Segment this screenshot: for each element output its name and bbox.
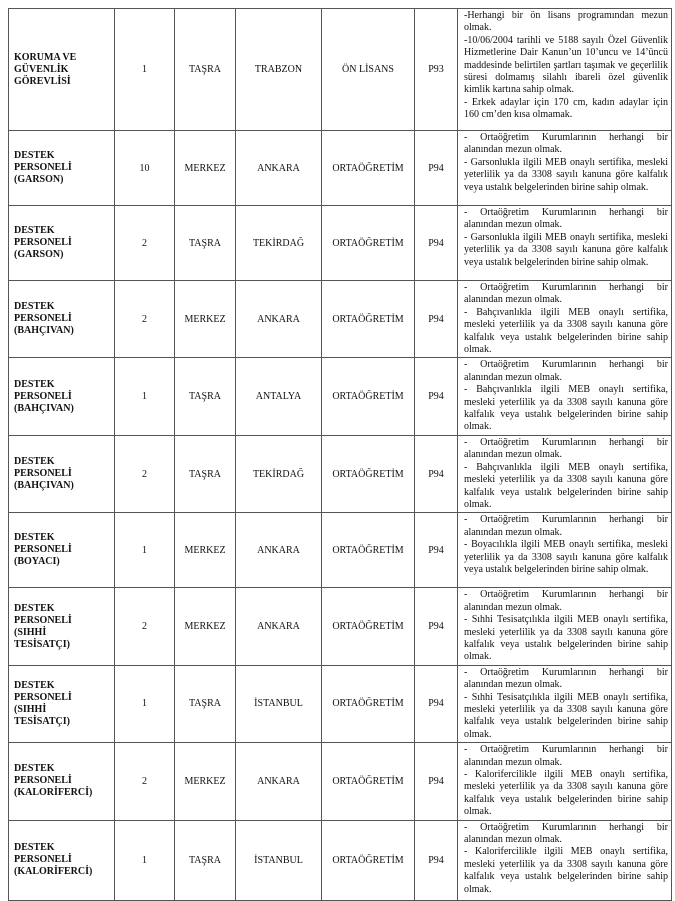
requirements-cell bbox=[458, 665, 672, 742]
education-cell: ORTAÖĞRETİM bbox=[322, 131, 415, 206]
table-row bbox=[9, 435, 672, 512]
position-title-cell bbox=[9, 131, 115, 206]
location-cell: TAŞRA bbox=[175, 9, 236, 131]
position-code-cell: P94 bbox=[415, 665, 458, 742]
position-code-cell: P94 bbox=[415, 820, 458, 900]
requirement-item: - Ortaöğretim Kurumlarının herhangi bir alanından mezun olmak. bbox=[464, 359, 668, 383]
position-title-line: (GARSON) bbox=[14, 249, 64, 260]
location-cell: TAŞRA bbox=[175, 358, 236, 435]
position-count-cell: 1 bbox=[115, 513, 175, 588]
education-cell: ORTAÖĞRETİM bbox=[322, 665, 415, 742]
education-cell: ORTAÖĞRETİM bbox=[322, 206, 415, 281]
position-code-cell: P94 bbox=[415, 513, 458, 588]
city-cell: İSTANBUL bbox=[236, 665, 322, 742]
requirements-cell bbox=[458, 9, 672, 131]
position-title-line: PERSONELİ bbox=[14, 614, 72, 626]
position-count-cell: 1 bbox=[115, 358, 175, 435]
position-code-cell: P93 bbox=[415, 9, 458, 131]
table-row bbox=[9, 665, 672, 742]
location-cell: MERKEZ bbox=[175, 588, 236, 665]
position-title-line: PERSONELİ bbox=[14, 390, 72, 402]
table-row bbox=[9, 820, 672, 900]
table-row bbox=[9, 588, 672, 665]
requirement-item: - Bahçıvanlıkla ilgili MEB onaylı sertifika, mesleki yeterlilik ya da 3308 sayılı kanuna göre kalfalık veya ustalık belgelerinden birine sahip olmak. bbox=[464, 461, 668, 510]
table-row bbox=[9, 513, 672, 588]
requirement-item: - Sıhhi Tesisatçılıkla ilgili MEB onaylı sertifika, mesleki yeterlilik ya da 3308 sayılı kanuna göre kalfalık veya ustalık belgelerinden birine sahip olmak. bbox=[464, 614, 668, 663]
position-title-line: DESTEK bbox=[14, 679, 55, 691]
location-cell: TAŞRA bbox=[175, 435, 236, 512]
requirement-item: - Ortaöğretim Kurumlarının herhangi bir alanından mezun olmak. bbox=[464, 207, 668, 231]
requirement-item: - Kalorifercilikle ilgili MEB onaylı sertifika, mesleki yeterlilik ya da 3308 sayılı kanuna göre kalfalık veya ustalık belgelerinden birine sahip olmak. bbox=[464, 769, 668, 818]
position-title-line: (GARSON) bbox=[14, 174, 64, 185]
position-title-cell bbox=[9, 513, 115, 588]
requirement-item: - Garsonlukla ilgili MEB onaylı sertifika, mesleki yeterlilik ya da 3308 sayılı kanuna göre kalfalık veya ustalık belgelerinden birine sahip olmak. bbox=[464, 156, 668, 193]
position-title-line: DESTEK bbox=[14, 842, 55, 854]
position-count-cell: 2 bbox=[115, 588, 175, 665]
position-count-cell: 2 bbox=[115, 206, 175, 281]
city-cell: TEKİRDAĞ bbox=[236, 435, 322, 512]
requirements-cell bbox=[458, 206, 672, 281]
location-cell: TAŞRA bbox=[175, 206, 236, 281]
position-code-cell: P94 bbox=[415, 206, 458, 281]
requirements-cell bbox=[458, 588, 672, 665]
table-row bbox=[9, 131, 672, 206]
position-count-cell: 2 bbox=[115, 435, 175, 512]
positions-table-body bbox=[9, 9, 672, 901]
position-title-cell bbox=[9, 588, 115, 665]
position-title-line: PERSONELİ bbox=[14, 854, 72, 866]
requirements-cell bbox=[458, 131, 672, 206]
position-title-line: DESTEK bbox=[14, 301, 55, 313]
requirements-cell bbox=[458, 435, 672, 512]
requirements-cell bbox=[458, 358, 672, 435]
position-title-line: PERSONELİ bbox=[14, 775, 72, 787]
city-cell: TEKİRDAĞ bbox=[236, 206, 322, 281]
position-title-line: (SIHHİ bbox=[14, 626, 47, 638]
position-title-line: DESTEK bbox=[14, 225, 55, 236]
position-title-cell bbox=[9, 9, 115, 131]
position-title-cell bbox=[9, 665, 115, 742]
table-row bbox=[9, 281, 672, 358]
position-code-cell: P94 bbox=[415, 281, 458, 358]
table-row bbox=[9, 9, 672, 131]
location-cell: MERKEZ bbox=[175, 513, 236, 588]
requirement-item: - Ortaöğretim Kurumlarının herhangi bir alanından mezun olmak. bbox=[464, 132, 668, 156]
requirement-item: - Ortaöğretim Kurumlarının herhangi bir alanından mezun olmak. bbox=[464, 514, 668, 538]
position-title-line: GÜVENLİK bbox=[14, 63, 69, 75]
position-code-cell: P94 bbox=[415, 588, 458, 665]
city-cell: ANTALYA bbox=[236, 358, 322, 435]
position-code-cell: P94 bbox=[415, 435, 458, 512]
position-title-cell bbox=[9, 358, 115, 435]
table-row bbox=[9, 206, 672, 281]
location-cell: TAŞRA bbox=[175, 665, 236, 742]
location-cell: MERKEZ bbox=[175, 131, 236, 206]
requirement-item: - Kalorifercilikle ilgili MEB onaylı sertifika, mesleki yeterlilik ya da 3308 sayılı kanuna göre kalfalık veya ustalık belgelerinden birine sahip olmak. bbox=[464, 846, 668, 895]
position-title-line: DESTEK bbox=[14, 150, 55, 161]
position-count-cell: 10 bbox=[115, 131, 175, 206]
requirement-item: - Bahçıvanlıkla ilgili MEB onaylı sertifika, mesleki yeterlilik ya da 3308 sayılı kanuna göre kalfalık veya ustalık belgelerinden birine sahip olmak. bbox=[464, 384, 668, 433]
position-title-line: (KALORİFERCİ) bbox=[14, 787, 93, 799]
table-row bbox=[9, 743, 672, 820]
position-title-line: (BAHÇIVAN) bbox=[14, 402, 74, 414]
position-code-cell: P94 bbox=[415, 743, 458, 820]
position-title-line: (KALORİFERCİ) bbox=[14, 866, 93, 878]
requirements-cell bbox=[458, 281, 672, 358]
education-cell: ÖN LİSANS bbox=[322, 9, 415, 131]
city-cell: ANKARA bbox=[236, 588, 322, 665]
education-cell: ORTAÖĞRETİM bbox=[322, 588, 415, 665]
table-row bbox=[9, 358, 672, 435]
position-title-line: (BAHÇIVAN) bbox=[14, 480, 74, 492]
position-count-cell: 2 bbox=[115, 743, 175, 820]
position-title-line: PERSONELİ bbox=[14, 162, 72, 173]
position-title-line: (SIHHİ bbox=[14, 703, 47, 715]
position-code-cell: P94 bbox=[415, 358, 458, 435]
position-title-line: GÖREVLİSİ bbox=[14, 75, 71, 87]
requirements-cell bbox=[458, 820, 672, 900]
requirement-item: - Ortaöğretim Kurumlarının herhangi bir alanından mezun olmak. bbox=[464, 821, 668, 846]
requirement-item: - Erkek adaylar için 170 cm, kadın adaylar için 160 cm’den kısa olmamak. bbox=[464, 96, 668, 121]
requirement-item: - Ortaöğretim Kurumlarının herhangi bir alanından mezun olmak. bbox=[464, 282, 668, 306]
position-title-line: PERSONELİ bbox=[14, 544, 72, 556]
education-cell: ORTAÖĞRETİM bbox=[322, 358, 415, 435]
position-title-line: DESTEK bbox=[14, 378, 55, 390]
position-title-line: DESTEK bbox=[14, 456, 55, 468]
requirement-item: -10/06/2004 tarihli ve 5188 sayılı Özel Güvenlik Hizmetlerine Dair Kanun’un 10’uncu ve 14’üncü maddesinde belirtilen şartları taşımak ve geçerlilik süresi dolmamış silahlı ibareli özel güvenlik kimlik kartına sahip olmak. bbox=[464, 34, 668, 96]
position-title-line: PERSONELİ bbox=[14, 313, 72, 325]
position-count-cell: 1 bbox=[115, 9, 175, 131]
position-title-line: PERSONELİ bbox=[14, 237, 72, 248]
requirement-item: -Herhangi bir ön lisans programından mezun olmak. bbox=[464, 10, 668, 34]
education-cell: ORTAÖĞRETİM bbox=[322, 820, 415, 900]
education-cell: ORTAÖĞRETİM bbox=[322, 281, 415, 358]
position-count-cell: 1 bbox=[115, 820, 175, 900]
city-cell: TRABZON bbox=[236, 9, 322, 131]
location-cell: MERKEZ bbox=[175, 281, 236, 358]
location-cell: MERKEZ bbox=[175, 743, 236, 820]
position-title-line: (BOYACI) bbox=[14, 556, 60, 568]
position-count-cell: 1 bbox=[115, 665, 175, 742]
position-title-cell bbox=[9, 435, 115, 512]
position-title-cell bbox=[9, 743, 115, 820]
requirement-item: - Ortaöğretim Kurumlarının herhangi bir alanından mezun olmak. bbox=[464, 436, 668, 461]
location-cell: TAŞRA bbox=[175, 820, 236, 900]
position-code-cell: P94 bbox=[415, 131, 458, 206]
requirement-item: - Bahçıvanlıkla ilgili MEB onaylı sertifika, mesleki yeterlilik ya da 3308 sayılı kanuna göre kalfalık veya ustalık belgelerinden birine sahip olmak. bbox=[464, 306, 668, 356]
position-title-line: (BAHÇIVAN) bbox=[14, 325, 74, 337]
city-cell: İSTANBUL bbox=[236, 820, 322, 900]
city-cell: ANKARA bbox=[236, 513, 322, 588]
positions-table bbox=[8, 8, 672, 901]
education-cell: ORTAÖĞRETİM bbox=[322, 743, 415, 820]
position-title-line: TESİSATÇI) bbox=[14, 715, 70, 727]
requirement-item: - Ortaöğretim Kurumlarının herhangi bir alanından mezun olmak. bbox=[464, 744, 668, 768]
requirement-item: - Ortaöğretim Kurumlarının herhangi bir alanından mezun olmak. bbox=[464, 666, 668, 691]
city-cell: ANKARA bbox=[236, 281, 322, 358]
position-title-cell bbox=[9, 820, 115, 900]
education-cell: ORTAÖĞRETİM bbox=[322, 513, 415, 588]
requirements-cell bbox=[458, 513, 672, 588]
position-title-line: PERSONELİ bbox=[14, 468, 72, 480]
position-title-line: PERSONELİ bbox=[14, 691, 72, 703]
position-count-cell: 2 bbox=[115, 281, 175, 358]
position-title-cell bbox=[9, 281, 115, 358]
requirement-item: - Ortaöğretim Kurumlarının herhangi bir alanından mezun olmak. bbox=[464, 589, 668, 613]
position-title-line: TESİSATÇI) bbox=[14, 638, 70, 650]
education-cell: ORTAÖĞRETİM bbox=[322, 435, 415, 512]
position-title-line: DESTEK bbox=[14, 763, 55, 775]
position-title-line: DESTEK bbox=[14, 602, 55, 614]
requirement-item: - Boyacılıkla ilgili MEB onaylı sertifika, mesleki yeterlilik ya da 3308 sayılı kanuna göre kalfalık veya ustalık belgelerinden birine sahip olmak. bbox=[464, 539, 668, 575]
position-title-line: DESTEK bbox=[14, 532, 55, 544]
requirement-item: - Garsonlukla ilgili MEB onaylı sertifika, mesleki yeterlilik ya da 3308 sayılı kanuna göre kalfalık veya ustalık belgelerinden birine sahip olmak. bbox=[464, 231, 668, 268]
city-cell: ANKARA bbox=[236, 743, 322, 820]
position-title-cell bbox=[9, 206, 115, 281]
requirements-cell bbox=[458, 743, 672, 820]
requirement-item: - Sıhhi Tesisatçılıkla ilgili MEB onaylı sertifika, mesleki yeterlilik ya da 3308 sayılı kanuna göre kalfalık veya ustalık belgelerinden birine sahip olmak. bbox=[464, 691, 668, 740]
city-cell: ANKARA bbox=[236, 131, 322, 206]
position-title-line: KORUMA VE bbox=[14, 51, 77, 63]
